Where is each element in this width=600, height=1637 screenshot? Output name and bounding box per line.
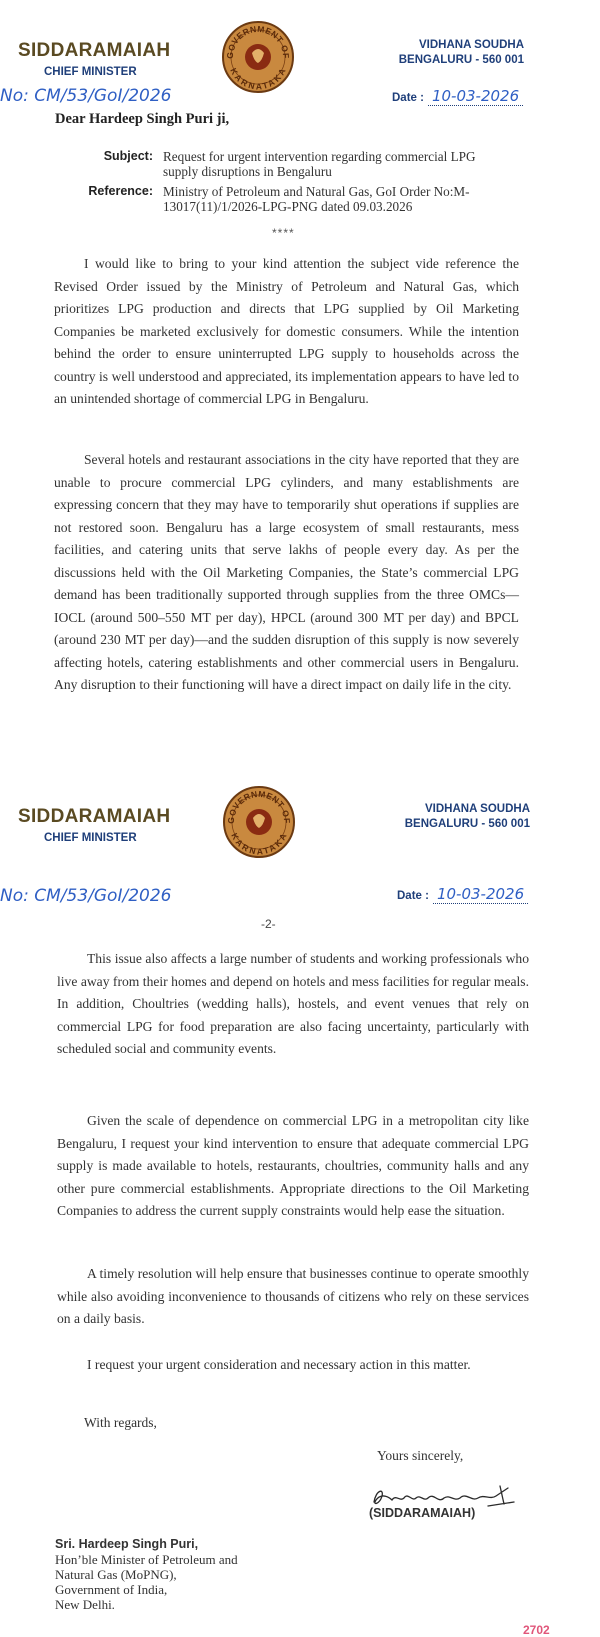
letterhead-name-p2: SIDDARAMAIAH — [18, 806, 171, 827]
body-paragraph-5: A timely resolution will help ensure that businesses continue to operate smoothly while also avoiding inconvenience to thousands of citizens who rely on these services on a daily basis. — [57, 1266, 529, 1326]
date-value: 10-03-2026 — [433, 885, 528, 904]
signatory-name: (SIDDARAMAIAH) — [369, 1506, 476, 1520]
letterhead-designation-p2: CHIEF MINISTER — [44, 832, 137, 844]
address-line-1: VIDHANA SOUDHA — [419, 39, 524, 51]
subject-label: Subject: — [103, 149, 153, 163]
seal-text-bottom: KARNATAKA — [229, 831, 289, 857]
letterhead-designation: CHIEF MINISTER — [44, 66, 137, 78]
addressee-line-3: Government of India, — [55, 1582, 168, 1597]
date-field — [392, 88, 523, 106]
reference-row — [88, 184, 493, 214]
reference-text: Ministry of Petroleum and Natural Gas, GoI Order No:M-13017(11)/1/2026-LPG-PNG dated 09.03.2026 — [163, 184, 470, 214]
addressee-line-4: New Delhi. — [55, 1597, 115, 1612]
address-line-1: VIDHANA SOUDHA — [425, 803, 530, 815]
karnataka-seal-icon — [221, 20, 295, 94]
date-value: 10-03-2026 — [428, 87, 523, 106]
addressee-block — [55, 1537, 238, 1612]
address-line-2: BENGALURU - 560 001 — [398, 54, 524, 66]
letterhead-address — [399, 38, 524, 68]
karnataka-seal-icon — [222, 785, 296, 859]
body-paragraph-4: Given the scale of dependence on commercial LPG in a metropolitan city like Bengaluru, I request your kind intervention to ensure that adequate commercial LPG supply is made available to hotels, restaurants, choultries, community halls and any other pure commercial establishments. Appropriate directions to the Oil Marketing Companies to address the current supply constraints would help ease the situation. — [57, 1113, 529, 1218]
date-label: Date : — [392, 92, 424, 104]
reference-label: Reference: — [88, 184, 153, 198]
subject-row — [103, 149, 488, 179]
subject-text: Request for urgent intervention regarding commercial LPG supply disruptions in Bengaluru — [163, 149, 476, 179]
letterhead-address-p2 — [405, 802, 530, 832]
inward-stamp-number: 2702 — [523, 1623, 550, 1637]
closing-yours-sincerely: Yours sincerely, — [377, 1448, 464, 1463]
reference-number-p2: No: CM/53/GoI/2026 — [0, 886, 172, 906]
body-paragraph-3: This issue also affects a large number of students and working professionals who live away from their homes and depend on hotels and mess facilities for regular meals. In addition, Choultries (wedding halls), hostels, and event venues that rely on commercial LPG for food preparation are also facing uncertainty, particularly with scheduled social and community events. — [57, 951, 529, 1056]
letterhead-name: SIDDARAMAIAH — [18, 40, 171, 61]
date-label: Date : — [397, 890, 429, 902]
addressee-name: Sri. Hardeep Singh Puri, — [55, 1537, 199, 1551]
closing-regards: With regards, — [84, 1415, 157, 1430]
seal-text-top: GOVERNMENT OF — [224, 23, 292, 60]
body-paragraph-6: I request your urgent consideration and necessary action in this matter. — [87, 1357, 471, 1372]
body-paragraph-2: Several hotels and restaurant associations in the city have reported that they are unable to procure commercial LPG cylinders, and many establishments are expressing concern that they may have to temporarily shut operations if supplies are not restored soon. Bengaluru has a large ecosystem of small restaurants, mess facilities, and catering units that serve lakhs of people every day. As per the discussions held with the Oil Marketing Companies, the State’s commercial LPG demand has been traditionally supported through supplies from the three OMCs—IOCL (around 500–550 MT per day), HPCL (around 300 MT per day) and BPCL (around 230 MT per day)—and the sudden disruption of this supply is now severely affecting hotels, catering establishments and other commercial users in Bengaluru. Any disruption to their functioning will have a direct impact on daily life in the city. — [54, 452, 519, 692]
body-paragraph-1: I would like to bring to your kind attention the subject vide reference the Revised Order issued by the Ministry of Petroleum and Natural Gas, which prioritizes LPG production and directs that LPG supplied by Oil Marketing Companies be marketed exclusively for domestic consumers. While the intention behind the order to ensure uninterrupted LPG supply to households across the country is well understood and appreciated, its implementation appears to have led to an unintended shortage of commercial LPG in Bengaluru. — [54, 256, 519, 406]
seal-text-top: GOVERNMENT OF — [225, 788, 293, 825]
page-number: -2- — [261, 917, 276, 931]
salutation: Dear Hardeep Singh Puri ji, — [55, 111, 230, 127]
addressee-line-2: Natural Gas (MoPNG), — [55, 1567, 177, 1582]
separator: **** — [272, 226, 295, 240]
address-line-2: BENGALURU - 560 001 — [404, 818, 530, 830]
addressee-line-1: Hon’ble Minister of Petroleum and — [55, 1552, 238, 1567]
reference-number: No: CM/53/GoI/2026 — [0, 86, 172, 106]
seal-text-bottom: KARNATAKA — [228, 66, 288, 92]
date-field-p2 — [397, 886, 528, 904]
